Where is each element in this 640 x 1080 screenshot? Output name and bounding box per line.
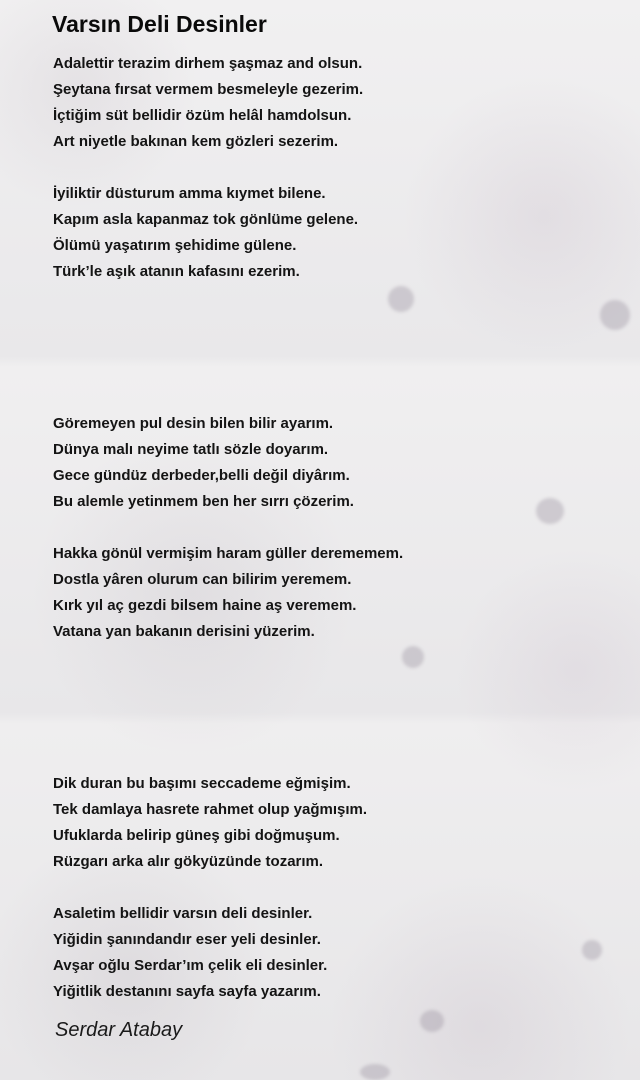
poem-line: Kırk yıl aç gezdi bilsem haine aş veremem. (53, 597, 357, 614)
poem-line: Dik duran bu başımı seccademe eğmişim. (53, 775, 351, 792)
poem-line: İçtiğim süt bellidir özüm helâl hamdolsun. (53, 107, 352, 124)
poem-author: Serdar Atabay (55, 1019, 183, 1041)
stanza-6 (53, 901, 613, 1005)
poem-line: Asaletim bellidir varsın deli desinler. (53, 905, 313, 922)
poem-line: Vatana yan bakanın derisini yüzerim. (53, 623, 315, 640)
poem-line: Dostla yâren olurum can bilirim yeremem. (53, 571, 352, 588)
poem-line: Avşar oğlu Serdar’ım çelik eli desinler. (53, 957, 328, 974)
stanza-4 (53, 541, 613, 645)
poem-line: Yiğidin şanındandır eser yeli desinler. (53, 931, 321, 948)
poem-line: Şeytana fırsat vermem besmeleyle gezerim. (53, 81, 364, 98)
poem-line: Göremeyen pul desin bilen bilir ayarım. (53, 415, 334, 432)
poem-line: Adalettir terazim dirhem şaşmaz and olsun. (53, 55, 363, 72)
ink-blot (420, 1010, 444, 1032)
poem-line: Ufuklarda belirip güneş gibi doğmuşum. (53, 827, 340, 844)
ink-blot (388, 286, 414, 312)
ink-blot (402, 646, 424, 668)
poem-line: Bu alemle yetinmem ben her sırrı çözerim. (53, 493, 354, 510)
poem-line: Art niyetle bakınan kem gözleri sezerim. (53, 133, 339, 150)
stanza-3 (53, 411, 613, 515)
poem-line: Tek damlaya hasrete rahmet olup yağmışım. (53, 801, 368, 818)
poem-line: Kapım asla kapanmaz tok gönlüme gelene. (53, 211, 359, 228)
stanza-1 (53, 51, 613, 155)
ink-blot (600, 300, 630, 330)
poem-line: Gece gündüz derbeder,belli değil diyârım. (53, 467, 350, 484)
poem-line: Ölümü yaşatırım şehidime gülene. (53, 237, 297, 254)
stanza-2 (53, 181, 613, 285)
poem-title: Varsın Deli Desinler (52, 11, 267, 37)
poem-line: Rüzgarı arka alır gökyüzünde tozarım. (53, 853, 324, 870)
poem-line: Yiğitlik destanını sayfa sayfa yazarım. (53, 983, 321, 1000)
poem-line: Türk’le aşık atanın kafasını ezerim. (53, 263, 300, 280)
poem-line: İyiliktir düsturum amma kıymet bilene. (53, 185, 326, 202)
poem-line: Dünya malı neyime tatlı sözle doyarım. (53, 441, 329, 458)
poem-line: Hakka gönül vermişim haram güller derememem. (53, 545, 404, 562)
ink-blot (360, 1064, 390, 1080)
stanza-5 (53, 771, 613, 875)
